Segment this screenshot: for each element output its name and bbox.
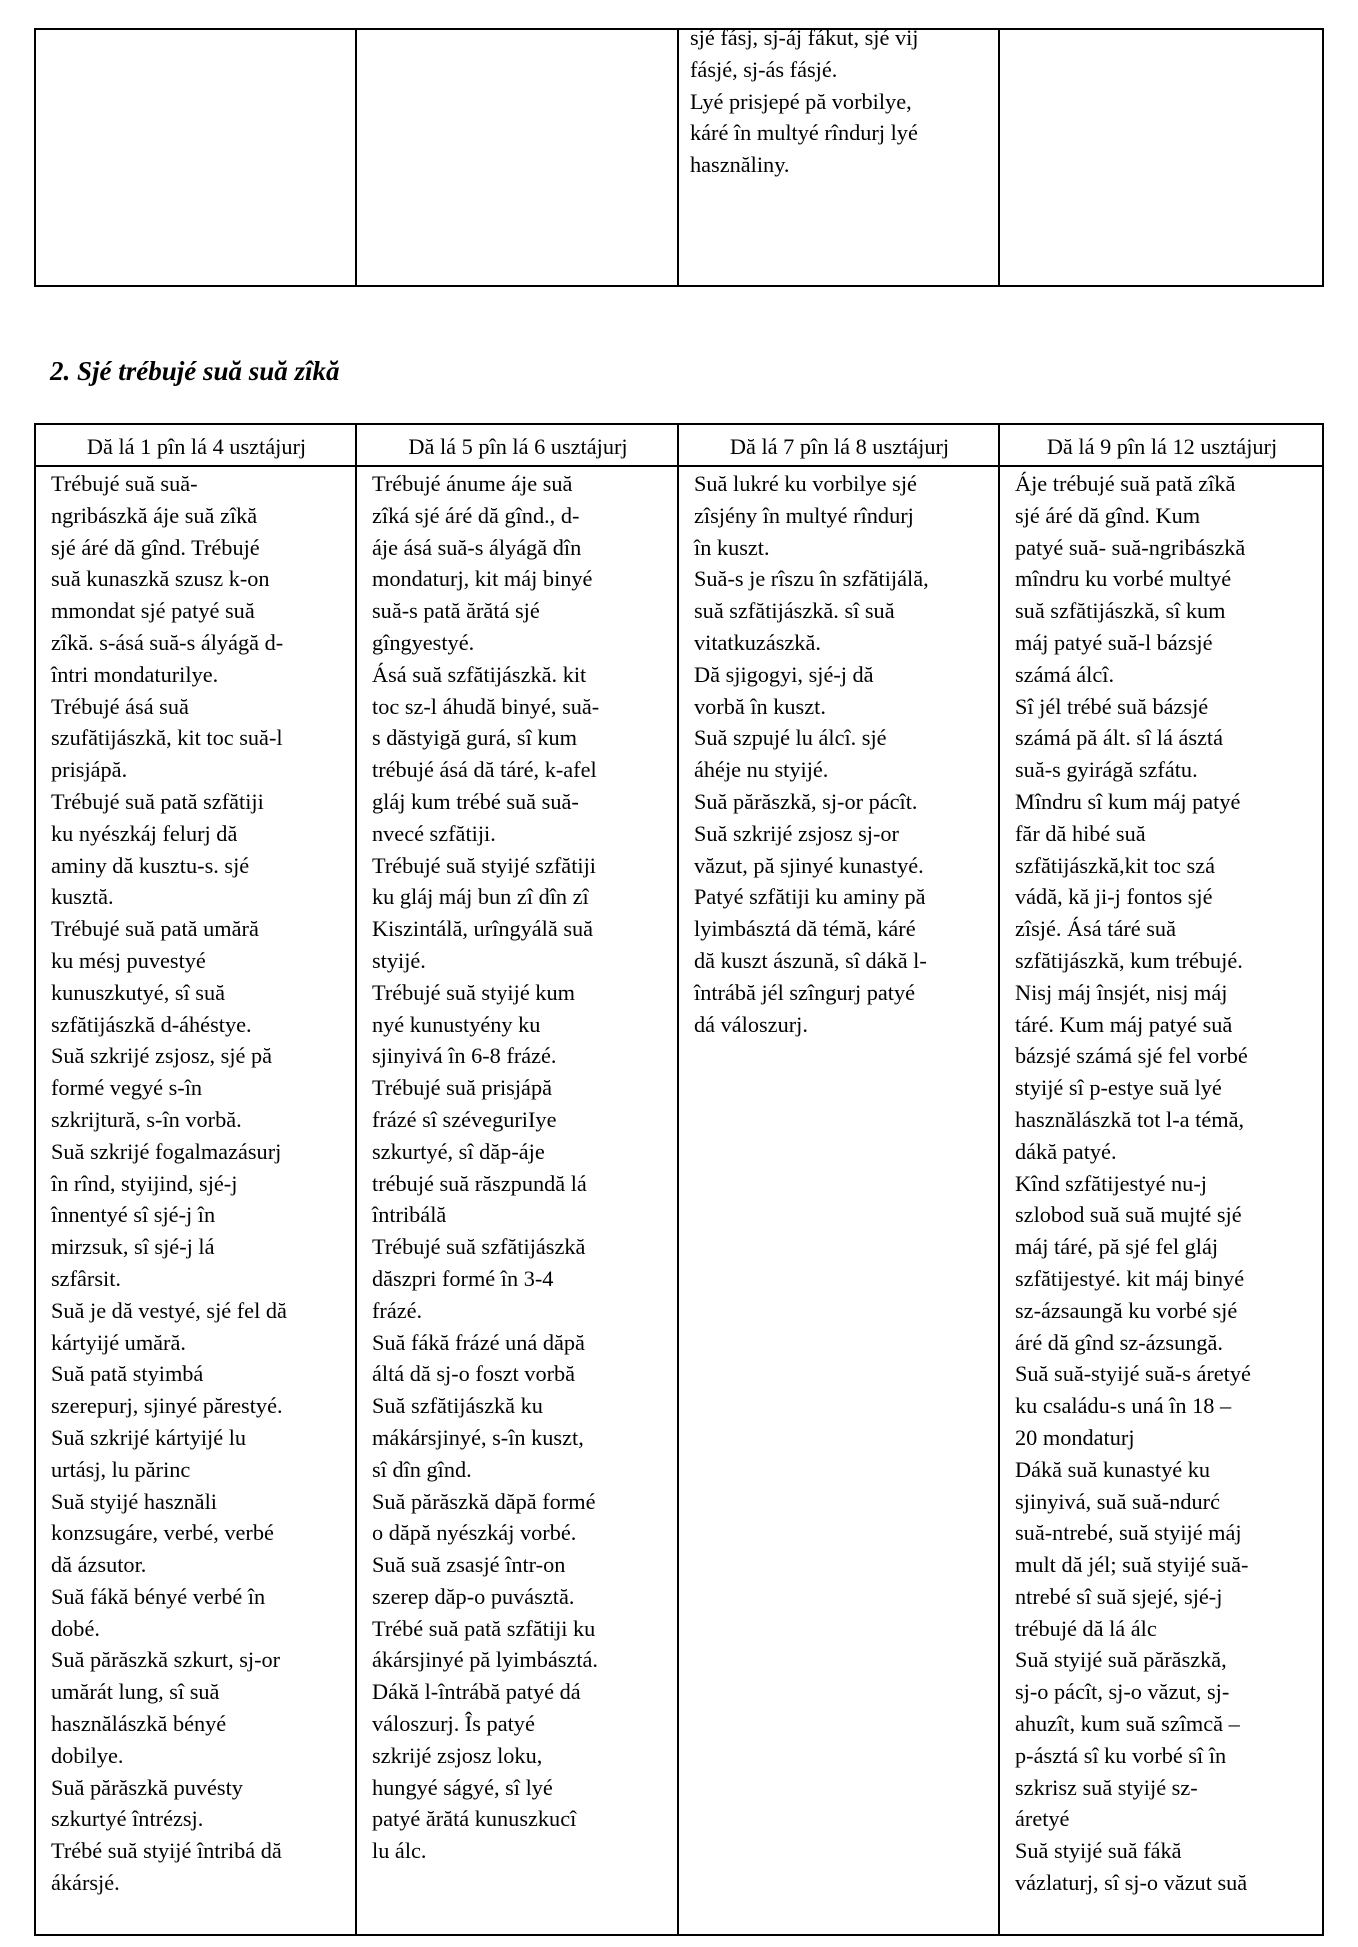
top-table: [34, 25, 1324, 287]
section-heading: 2. Sjé trébujé suă suă zîkă: [50, 356, 340, 386]
column-header-4: Dă lá 9 pîn lá 12 usztájurj: [1046, 434, 1278, 459]
main-table-border-right: [1322, 423, 1324, 1936]
main-table-border-left: [34, 423, 36, 1936]
main-table-divider-1: [355, 423, 357, 1936]
top-table-divider-3: [998, 28, 1000, 287]
top-table-divider-1: [355, 28, 357, 287]
top-table-border-bottom: [34, 285, 1324, 287]
top-table-cell-3: sjé fásj, sj-áj fákut, sjé vij fásjé, sj-ás fásjé. Lyé prisjepé pă vorbilye, káré în multyé rîndurj lyé hasznăliny.: [690, 25, 919, 178]
main-table-divider-3: [998, 423, 1000, 1936]
column-header-1: Dă lá 1 pîn lá 4 usztájurj: [86, 434, 307, 459]
main-table-divider-2: [677, 423, 679, 1936]
column-body-3: Suă lukré ku vorbilye sjé zîsjény în multyé rîndurj în kuszt. Suă-s je rîszu în szfătijálă, suă szfătijászkă. sî suă vitatkuzászkă. Dă sjigogyi, sjé-j dă vorbă în kuszt. Suă szpujé lu álcî. sjé áhéje nu styijé. Suă părăszkă, sj-or pácît. Suă szkrijé zsjosz sj-or văzut, pă sjinyé kunastyé. Patyé szfătiji ku aminy pă lyimbásztá dă témă, káré dă kuszt ászună, sî dákă l- întrábă jél szîngurj patyé dá váloszurj.: [694, 471, 929, 1037]
main-table-border-top: [34, 423, 1324, 425]
top-table-divider-2: [677, 28, 679, 287]
column-header-2: Dă lá 5 pîn lá 6 usztájurj: [408, 434, 628, 459]
main-table-header-rule: [34, 465, 1324, 467]
top-table-border-left: [34, 28, 36, 287]
main-table-border-bottom: [34, 1934, 1324, 1936]
column-header-3: Dă lá 7 pîn lá 8 usztájurj: [729, 434, 950, 459]
top-table-border-right: [1322, 28, 1324, 287]
top-table-border-top: [34, 28, 1324, 30]
column-body-2: Trébujé ánume áje suă zîká sjé áré dă gînd., d- áje ásá suă-s ályágă dîn mondaturj, kit máj binyé suă-s pată ărătá sjé gîngyestyé. Ásá suă szfătijászkă. kit toc sz-l áhudă binyé, suă- s dăstyigă gurá, sî kum trébujé ásá dă táré, k-afel gláj kum trébé suă suă- nvecé szfătiji. Trébujé suă styijé szfătiji ku gláj máj bun zî dîn zî Kiszintálă, urîngyálă suă styijé. Trébujé suă styijé kum nyé kunustyény ku sjinyivá în 6-8 frázé. Trébujé suă prisjápă frázé sî széveguriIye szkurtyé, sî dăp-áje trébujé suă răszpundă lá întribálă Trébujé suă szfătijászkă dăszpri formé în 3-4 frázé. Suă fákă frázé uná dăpă áltá dă sj-o foszt vorbă Suă szfătijászkă ku mákársjinyé, s-în kuszt, sî dîn gînd. Suă părăszkă dăpă formé o dăpă nyészkáj vorbé. Suă suă zsasjé într-on szerep dăp-o puvásztă. Trébé suă pată szfătiji ku ákársjinyé pă lyimbásztá. Dákă l-întrábă patyé dá váloszurj. Îs patyé szkrijé zsjosz loku, hungyé ságyé, sî lyé patyé ărătá kunuszkucî lu álc.: [372, 471, 600, 1864]
column-body-1: Trébujé suă suă- ngribászkă áje suă zîkă sjé áré dă gînd. Trébujé suă kunaszkă szusz k-on mmondat sjé patyé suă zîkă. s-ásá suă-s ályágă d- întri mondaturilye. Trébujé ásá suă szufătijászkă, kit toc suă-l prisjápă. Trébujé suă pată szfătiji ku nyészkáj felurj dă aminy dă kusztu-s. sjé kusztă. Trébujé suă pată umără ku mésj puvestyé kunuszkutyé, sî suă szfătijászkă d-áhéstye. Suă szkrijé zsjosz, sjé pă formé vegyé s-în szkrijtură, s-în vorbă. Suă szkrijé fogalmazásurj în rînd, styijind, sjé-j înnentyé sî sjé-j în mirzsuk, sî sjé-j lá szfârsit. Suă je dă vestyé, sjé fel dă kártyijé umără. Suă pată styimbá szerepurj, sjinyé părestyé. Suă szkrijé kártyijé lu urtásj, lu părinc Suă styijé hasznăli konzsugáre, verbé, verbé dă ázsutor. Suă fákă bényé verbé în dobé. Suă părăszkă szkurt, sj-or umărát lung, sî suă hasznălászkă bényé dobilye. Suă părăszkă puvésty szkurtyé întrézsj. Trébé suă styijé întribá dă ákársjé.: [51, 471, 287, 1896]
column-body-4: Áje trébujé suă pată zîkă sjé áré dă gînd. Kum patyé suă- suă-ngribászkă mîndru ku vorbé multyé suă szfătijászkă, sî kum máj patyé suă-l bázsjé számá álcî. Sî jél trébé suă bázsjé számá pă ált. sî lá ásztá suă-s gyirágă szfátu. Mîndru sî kum máj patyé făr dă hibé suă szfătijászkă,kit toc szá vádă, kă ji-j fontos sjé zîsjé. Ásá táré suă szfătijászkă, kum trébujé. Nisj máj însjét, nisj máj táré. Kum máj patyé suă bázsjé számá sjé fel vorbé styijé sî p-estye suă lyé hasznălászkă tot l-a témă, dákă patyé. Kînd szfătijestyé nu-j szlobod suă suă mujté sjé máj táré, pă sjé fel gláj szfătijestyé. kit máj binyé sz-ázsaungă ku vorbé sjé áré dă gînd sz-ázsungă. Suă suă-styijé suă-s áretyé ku családu-s uná în 18 – 20 mondaturj Dákă suă kunastyé ku sjinyivá, suă suă-ndurć suă-ntrebé, suă styijé máj mult dă jél; suă styijé suă- ntrebé sî suă sjejé, sjé-j trébujé dă lá álc Suă styijé suă părăszkă, sj-o pácît, sj-o văzut, sj- ahuzît, kum suă szîmcă – p-ásztá sî ku vorbé sî în szkrisz suă styijé sz- áretyé Suă styijé suă fákă vázlaturj, sî sj-o văzut suă: [1015, 471, 1251, 1896]
